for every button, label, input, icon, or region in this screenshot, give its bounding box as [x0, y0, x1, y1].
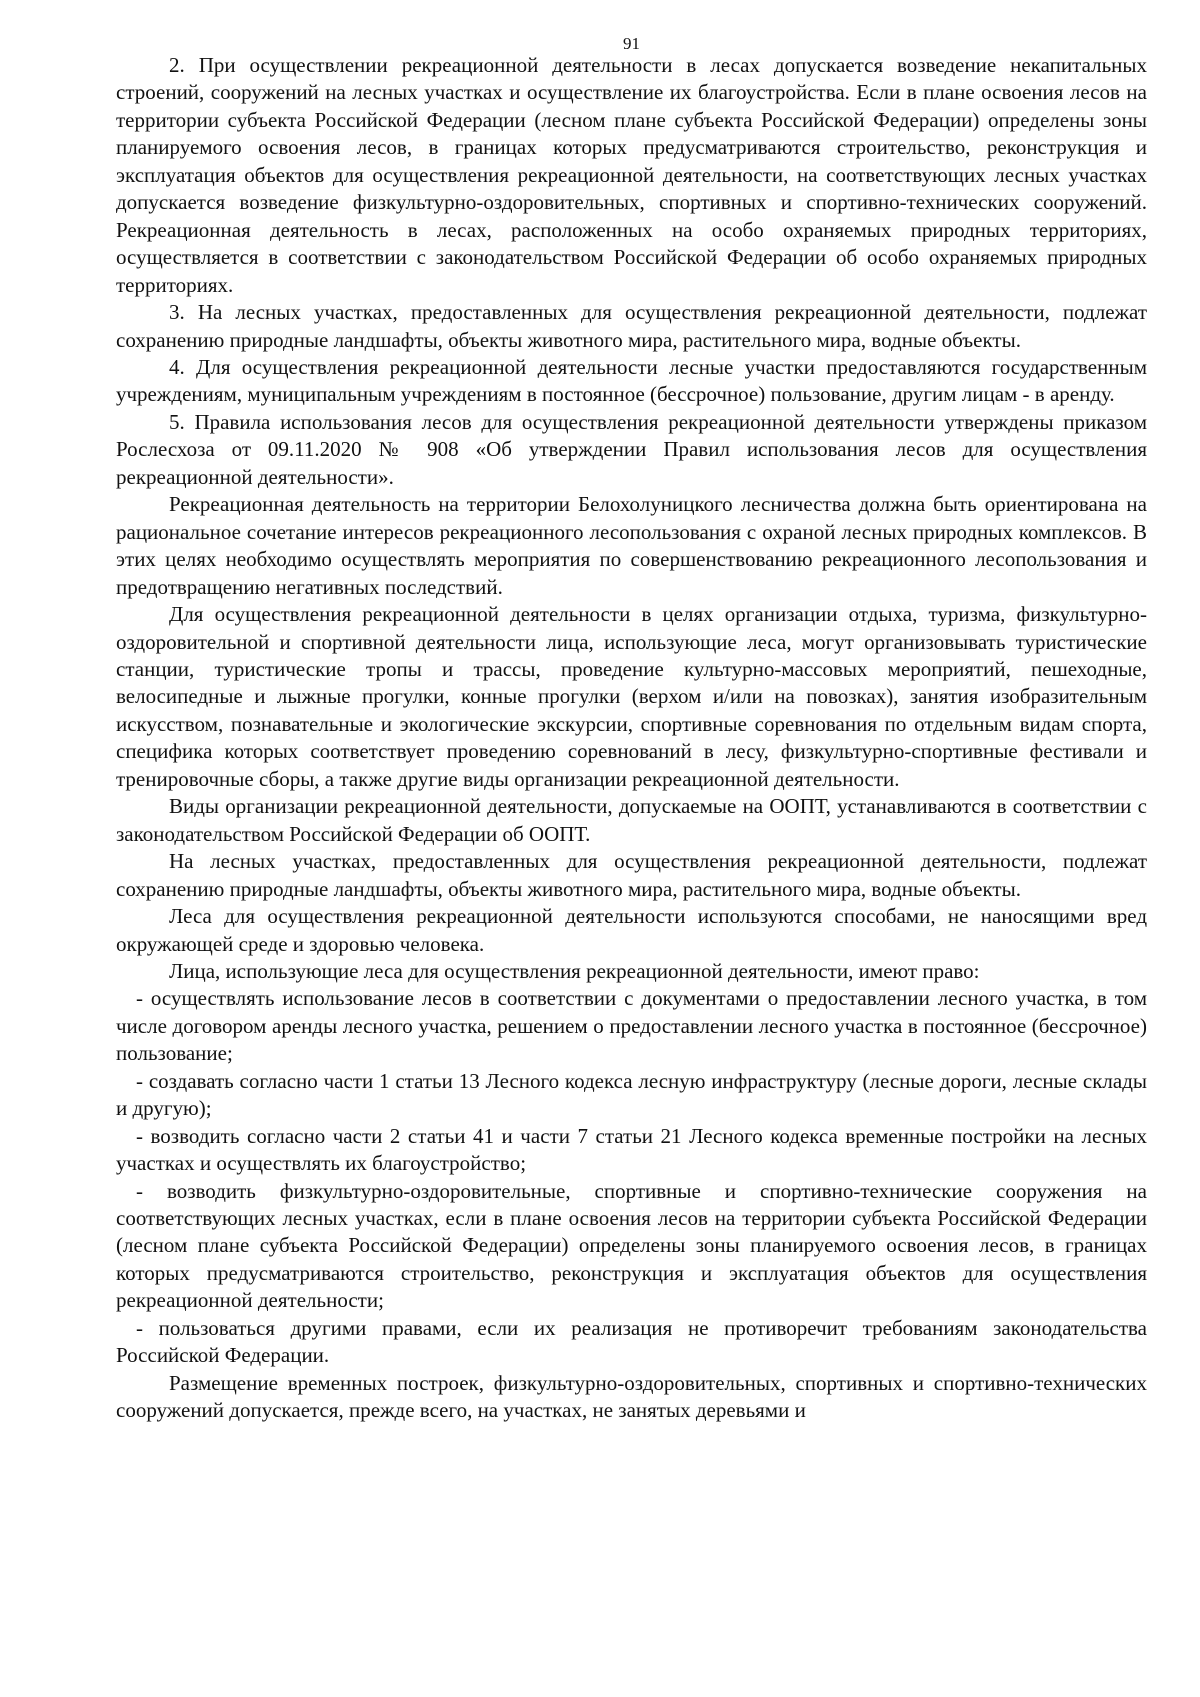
paragraph-methods: Леса для осуществления рекреационной деятельности используются способами, не наносящими вред окружающей среде и здоровью человека.	[116, 904, 1147, 956]
rights-list-item: - возводить физкультурно-оздоровительные, спортивные и спортивно-технические сооружения на соответствующих лесных участках, если в плане освоения лесов на территории субъекта Российской Федерации (лесном плане субъекта Российской Федерации) определены зоны планируемого освоения лесов, в границах которых предусматриваются строительство, реконструкция и эксплуатация объектов для осуществления рекреационной деятельности;	[116, 1178, 1147, 1313]
rights-list-item: - возводить согласно части 2 статьи 41 и части 7 статьи 21 Лесного кодекса временные постройки на лесных участках и осуществлять их благоустройство;	[116, 1123, 1147, 1176]
paragraph-item-3: 3. На лесных участках, предоставленных для осуществления рекреационной деятельности, подлежат сохранению природные ландшафты, объекты животного мира, растительного мира, водные объекты.	[116, 300, 1147, 352]
rights-list-item: - создавать согласно части 1 статьи 13 Лесного кодекса лесную инфраструктуру (лесные дороги, лесные склады и другую);	[116, 1068, 1147, 1121]
paragraph-recreation-orientation: Рекреационная деятельность на территории Белохолуницкого лесничества должна быть ориентирована на рациональное сочетание интересов рекреационного лесопользования с охраной лесных природных комплексов. В этих целях необходимо осуществлять мероприятия по совершенствованию рекреационного лесопользования и предотвращению негативных последствий.	[116, 492, 1147, 599]
paragraph-item-2: 2. При осуществлении рекреационной деятельности в лесах допускается возведение некапитальных строений, сооружений на лесных участках и осуществление их благоустройства. Если в плане освоения лесов на территории субъекта Российской Федерации (лесном плане субъекта Российской Федерации) определены зоны планируемого освоения лесов, в границах которых предусматриваются строительство, реконструкция и эксплуатация объектов для осуществления рекреационной деятельности, на соответствующих лесных участках допускается возведение физкультурно-оздоровительных, спортивных и спортивно-технических сооружений. Рекреационная деятельность в лесах, расположенных на особо охраняемых природных территориях, осуществляется в соответствии с законодательством Российской Федерации об особо охраняемых природных территориях.	[116, 53, 1147, 297]
rights-list-item: - пользоваться другими правами, если их реализация не противоречит требованиям законодательства Российской Федерации.	[116, 1315, 1147, 1368]
paragraph-recreation-activities: Для осуществления рекреационной деятельности в целях организации отдыха, туризма, физкультурно-оздоровительной и спортивной деятельности лица, использующие леса, могут организовывать туристические станции, туристические тропы и трассы, проведение культурно-массовых мероприятий, пешеходные, велосипедные и лыжные прогулки, конные прогулки (верхом и/или на повозках), занятия изобразительным искусством, познавательные и экологические экскурсии, спортивные соревнования по отдельным видам спорта, специфика которых соответствует проведению соревнований в лесу, физкультурно-спортивные фестивали и тренировочные сборы, а также другие виды организации рекреационной деятельности.	[116, 602, 1147, 791]
paragraph-rights-intro: Лица, использующие леса для осуществления рекреационной деятельности, имеют право:	[169, 958, 980, 983]
page-number: 91	[623, 34, 640, 53]
paragraph-item-5: 5. Правила использования лесов для осуществления рекреационной деятельности утверждены приказом Рослесхоза от 09.11.2020 № 908 «Об утверждении Правил использования лесов для осуществления рекреационной деятельности».	[116, 409, 1147, 489]
paragraph-preservation: На лесных участках, предоставленных для осуществления рекреационной деятельности, подлежат сохранению природные ландшафты, объекты животного мира, растительного мира, водные объекты.	[116, 849, 1147, 901]
paragraph-oopt: Виды организации рекреационной деятельности, допускаемые на ООПТ, устанавливаются в соответствии с законодательством Российской Федерации об ООПТ.	[116, 794, 1147, 846]
paragraph-placement: Размещение временных построек, физкультурно-оздоровительных, спортивных и спортивно-технических сооружений допускается, прежде всего, на участках, не занятых деревьями и	[116, 1370, 1147, 1423]
rights-list-item: - осуществлять использование лесов в соответствии с документами о предоставлении лесного участка, в том числе договором аренды лесного участка, решением о предоставлении лесного участка в постоянное (бессрочное) пользование;	[116, 986, 1147, 1066]
paragraph-item-4: 4. Для осуществления рекреационной деятельности лесные участки предоставляются государственным учреждениям, муниципальным учреждениям в постоянное (бессрочное) пользование, другим лицам - в аренду.	[116, 354, 1147, 407]
